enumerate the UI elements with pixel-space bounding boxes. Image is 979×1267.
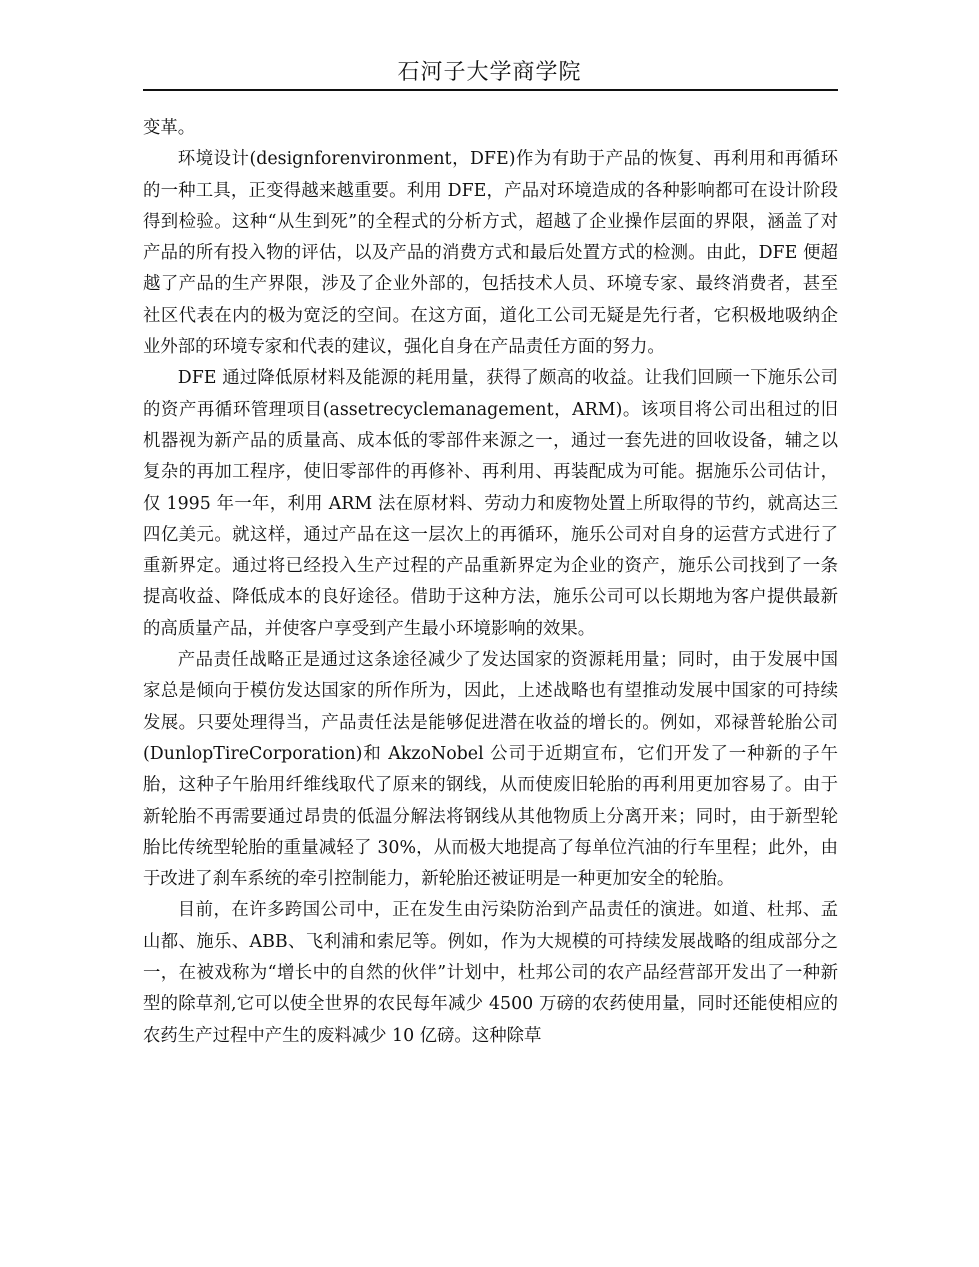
header-divider: [143, 89, 838, 91]
page-header: 石河子大学商学院: [397, 60, 582, 85]
document-body: [143, 113, 838, 1052]
paragraph: 环境设计(designforenvironment，DFE)作为有助于产品的恢复、再利用和再循环的一种工具，正变得越来越重要。利用 DFE，产品对环境造成的各种影响都可在设计阶段得到检验。这种“从生到死”的全程式的分析方式，超越了企业操作层面的界限，涵盖了对产品的所有投入物的评估，以及产品的消费方式和最后处置方式的检测。由此，DFE 便超越了产品的生产界限，涉及了企业外部的，包括技术人员、环境专家、最终消费者，甚至社区代表在内的极为宽泛的空间。在这方面，道化工公司无疑是先行者，它积极地吸纳企业外部的环境专家和代表的建议，强化自身在产品责任方面的努力。: [143, 149, 838, 358]
paragraph: 产品责任战略正是通过这条途径减少了发达国家的资源耗用量；同时，由于发展中国家总是倾向于模仿发达国家的所作所为，因此，上述战略也有望推动发展中国家的可持续发展。只要处理得当，产品责任法是能够促进潜在收益的增长的。例如，邓禄普轮胎公司(DunlopTireCorporation)和 AkzoNobel 公司于近期宣布，它们开发了一种新的子午胎，这种子午胎用纤维线取代了原来的钢线，从而使废旧轮胎的再利用更加容易了。由于新轮胎不再需要通过昂贵的低温分解法将钢线从其他物质上分离开来；同时，由于新型轮胎比传统型轮胎的重量减轻了 30%，从而极大地提高了每单位汽油的行车里程；此外，由于改进了刹车系统的牵引控制能力，新轮胎还被证明是一种更加安全的轮胎。: [143, 650, 838, 890]
paragraph: 变革。: [143, 118, 196, 138]
paragraph: 目前，在许多跨国公司中，正在发生由污染防治到产品责任的演进。如道、杜邦、孟山都、施乐、ABB、飞利浦和索尼等。例如，作为大规模的可持续发展战略的组成部分之一，在被戏称为“增长中的自然的伙伴”计划中，杜邦公司的农产品经营部开发出了一种新型的除草剂,它可以使全世界的农民每年减少 4500 万磅的农药使用量，同时还能使相应的农药生产过程中产生的废料减少 10 亿磅。这种除草: [143, 900, 838, 1046]
paragraph: DFE 通过降低原材料及能源的耗用量，获得了颇高的收益。让我们回顾一下施乐公司的资产再循环管理项目(assetrecyclemanagement，ARM)。该项目将公司出租过的旧机器视为新产品的质量高、成本低的零部件来源之一，通过一套先进的回收设备，辅之以复杂的再加工程序，使旧零部件的再修补、再利用、再装配成为可能。据施乐公司估计，仅 1995 年一年，利用 ARM 法在原材料、劳动力和废物处置上所取得的节约，就高达三四亿美元。就这样，通过产品在这一层次上的再循环，施乐公司对自身的运营方式进行了重新界定。通过将已经投入生产过程的产品重新界定为企业的资产，施乐公司找到了一条提高收益、降低成本的良好途径。借助于这种方法，施乐公司可以长期地为客户提供最新的高质量产品，并使客户享受到产生最小环境影响的效果。: [143, 368, 838, 639]
